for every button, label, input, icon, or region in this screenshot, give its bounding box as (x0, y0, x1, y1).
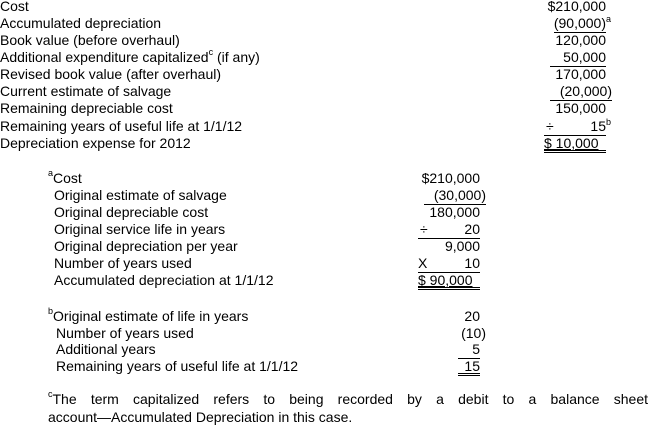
note-b-row-remaining-years-value: 15 (458, 358, 480, 376)
note-a-row-years-used-value: X 10 (418, 255, 480, 271)
row-value-revised-book-value: 170,000 (555, 66, 606, 82)
note-a-row-service-life-label: Original service life in years (54, 221, 226, 237)
note-a-row-salvage-value: (30,000) (424, 187, 486, 205)
row-label-book-value: Book value (before overhaul) (0, 32, 180, 48)
note-b-row-remaining-years-label: Remaining years of useful life at 1/1/12 (56, 358, 299, 374)
note-a-row-depreciable-cost-label: Original depreciable cost (54, 204, 209, 220)
note-a-row-dep-per-year-label: Original depreciation per year (54, 238, 238, 254)
note-c-line-1: $^c$The term capitalized refers to being recorded by a debit to a balance sheet (48, 389, 648, 407)
note-b-row-years-used-value: (10) (461, 325, 486, 341)
row-label-revised-book-value: Revised book value (after overhaul) (0, 66, 222, 82)
note-a-marker: a (48, 168, 54, 179)
divide-operator: ÷ (420, 221, 428, 237)
row-label-depreciation-expense: Depreciation expense for 2012 (0, 135, 191, 151)
footnote-marker-c: c (208, 47, 214, 58)
note-b-row-original-life-label: $^b$Original estimate of life in years (48, 306, 249, 324)
multiply-operator: X (418, 255, 428, 271)
row-label-remaining-depreciable-cost: Remaining depreciable cost (0, 100, 173, 116)
note-a-row-accum-dep-value: $ 90,000 (418, 272, 480, 290)
row-label-accum-dep: Accumulated depreciation (0, 15, 162, 31)
note-a-row-salvage-label: Original estimate of salvage (54, 187, 227, 203)
row-value-cost: $210,000 (547, 0, 606, 14)
row-value-remaining-years: ÷ 15 (546, 118, 606, 134)
note-a-row-cost-value: $210,000 (421, 170, 480, 186)
note-c-marker: c (48, 389, 53, 400)
note-a-row-service-life-value: ÷ 20 (420, 221, 480, 237)
row-label-current-salvage: Current estimate of salvage (0, 83, 172, 99)
note-a-row-years-used-label: Number of years used (54, 255, 192, 271)
row-value-additional-expenditure: 50,000 (550, 49, 606, 67)
note-b-row-original-life-value: 20 (464, 308, 480, 324)
note-a-row-depreciable-cost-value: 180,000 (429, 204, 480, 220)
row-value-book-value: 120,000 (555, 32, 606, 48)
row-value-depreciation-expense: $ 10,000 (544, 135, 606, 153)
note-a-row-accum-dep-label: Accumulated depreciation at 1/1/12 (54, 272, 274, 288)
row-value-remaining-depreciable-cost: 150,000 (555, 100, 606, 116)
row-label-remaining-years: Remaining years of useful life at 1/1/12 (0, 118, 243, 134)
divide-operator: ÷ (546, 118, 554, 134)
note-c (48, 390, 648, 426)
row-label-cost: Cost (0, 0, 29, 14)
note-c-line-2: account—Accumulated Depreciation in this case. (48, 409, 353, 425)
row-value-accum-dep: (90,000) (553, 15, 606, 31)
row-label-additional-expenditure: Additional expenditure capitalized$^c$ (if any) (0, 47, 260, 65)
note-a-row-cost-label: $^a$Cost (48, 168, 82, 186)
note-b-row-additional-years-value: 5 (458, 341, 480, 359)
note-b-row-additional-years-label: Additional years (56, 341, 156, 357)
row-value-current-salvage: (20,000) (550, 83, 612, 101)
note-b-marker: b (48, 306, 54, 317)
note-a-row-dep-per-year-value: 9,000 (444, 238, 480, 254)
note-b-row-years-used-label: Number of years used (56, 325, 194, 341)
